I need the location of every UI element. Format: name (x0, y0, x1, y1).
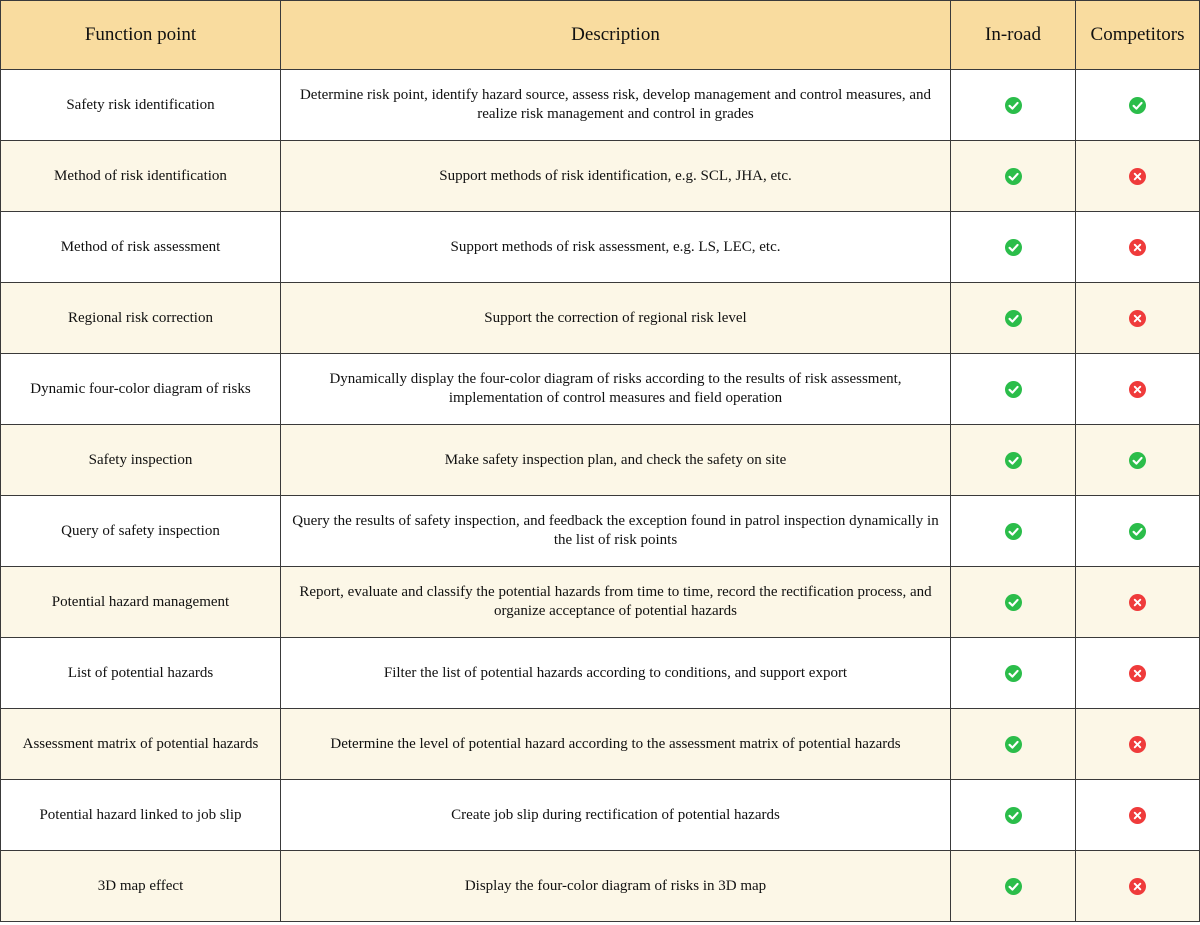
function-point-cell: Method of risk identification (1, 141, 281, 212)
in-road-cell (951, 425, 1076, 496)
in-road-cell (951, 141, 1076, 212)
table-row (1, 425, 1200, 496)
in-road-cell (951, 496, 1076, 567)
description-cell: Display the four-color diagram of risks in 3D map (281, 851, 951, 922)
check-icon (1005, 168, 1022, 185)
table-row (1, 638, 1200, 709)
competitors-cell (1076, 283, 1200, 354)
competitors-cell (1076, 70, 1200, 141)
function-point-cell: Potential hazard linked to job slip (1, 780, 281, 851)
function-point-cell: Method of risk assessment (1, 212, 281, 283)
in-road-cell (951, 283, 1076, 354)
in-road-cell (951, 780, 1076, 851)
function-point-cell: Dynamic four-color diagram of risks (1, 354, 281, 425)
check-icon (1005, 239, 1022, 256)
cross-icon (1129, 736, 1146, 753)
table-row (1, 283, 1200, 354)
in-road-cell (951, 70, 1076, 141)
in-road-cell (951, 354, 1076, 425)
competitors-cell (1076, 354, 1200, 425)
check-icon (1129, 97, 1146, 114)
function-point-cell: Query of safety inspection (1, 496, 281, 567)
function-point-cell: Safety risk identification (1, 70, 281, 141)
description-cell: Determine the level of potential hazard according to the assessment matrix of potential hazards (281, 709, 951, 780)
check-icon (1129, 452, 1146, 469)
header-row (1, 1, 1200, 70)
check-icon (1005, 310, 1022, 327)
function-point-cell: List of potential hazards (1, 638, 281, 709)
table-row (1, 354, 1200, 425)
cross-icon (1129, 878, 1146, 895)
in-road-cell (951, 638, 1076, 709)
check-icon (1005, 736, 1022, 753)
description-cell: Support methods of risk assessment, e.g. LS, LEC, etc. (281, 212, 951, 283)
description-cell: Query the results of safety inspection, and feedback the exception found in patrol inspection dynamically in the list of risk points (281, 496, 951, 567)
competitors-cell (1076, 141, 1200, 212)
competitors-cell (1076, 709, 1200, 780)
cross-icon (1129, 239, 1146, 256)
check-icon (1005, 523, 1022, 540)
check-icon (1005, 381, 1022, 398)
description-cell: Make safety inspection plan, and check the safety on site (281, 425, 951, 496)
table-body (1, 70, 1200, 922)
description-cell: Create job slip during rectification of potential hazards (281, 780, 951, 851)
cross-icon (1129, 807, 1146, 824)
table-row (1, 780, 1200, 851)
check-icon (1005, 594, 1022, 611)
cross-icon (1129, 168, 1146, 185)
competitors-cell (1076, 638, 1200, 709)
description-cell: Support methods of risk identification, e.g. SCL, JHA, etc. (281, 141, 951, 212)
competitors-cell (1076, 851, 1200, 922)
check-icon (1005, 452, 1022, 469)
function-point-cell: Safety inspection (1, 425, 281, 496)
table-row (1, 567, 1200, 638)
table-row (1, 496, 1200, 567)
in-road-cell (951, 567, 1076, 638)
table-row (1, 709, 1200, 780)
cross-icon (1129, 665, 1146, 682)
table-header (1, 1, 1200, 70)
description-cell: Report, evaluate and classify the potential hazards from time to time, record the rectification process, and organize acceptance of potential hazards (281, 567, 951, 638)
description-cell: Support the correction of regional risk level (281, 283, 951, 354)
competitors-cell (1076, 780, 1200, 851)
cross-icon (1129, 310, 1146, 327)
cross-icon (1129, 594, 1146, 611)
check-icon (1129, 523, 1146, 540)
function-point-cell: 3D map effect (1, 851, 281, 922)
header-in-road: In-road (951, 1, 1076, 70)
table-row (1, 212, 1200, 283)
description-cell: Dynamically display the four-color diagram of risks according to the results of risk assessment, implementation of control measures and field operation (281, 354, 951, 425)
competitors-cell (1076, 212, 1200, 283)
header-function-point: Function point (1, 1, 281, 70)
function-point-cell: Assessment matrix of potential hazards (1, 709, 281, 780)
cross-icon (1129, 381, 1146, 398)
check-icon (1005, 665, 1022, 682)
function-point-cell: Potential hazard management (1, 567, 281, 638)
in-road-cell (951, 212, 1076, 283)
table-row (1, 851, 1200, 922)
table-row (1, 141, 1200, 212)
header-competitors: Competitors (1076, 1, 1200, 70)
function-point-cell: Regional risk correction (1, 283, 281, 354)
competitors-cell (1076, 567, 1200, 638)
description-cell: Filter the list of potential hazards according to conditions, and support export (281, 638, 951, 709)
check-icon (1005, 878, 1022, 895)
table-row (1, 70, 1200, 141)
description-cell: Determine risk point, identify hazard source, assess risk, develop management and control measures, and realize risk management and control in grades (281, 70, 951, 141)
check-icon (1005, 807, 1022, 824)
in-road-cell (951, 851, 1076, 922)
in-road-cell (951, 709, 1076, 780)
check-icon (1005, 97, 1022, 114)
competitors-cell (1076, 425, 1200, 496)
competitors-cell (1076, 496, 1200, 567)
header-description: Description (281, 1, 951, 70)
